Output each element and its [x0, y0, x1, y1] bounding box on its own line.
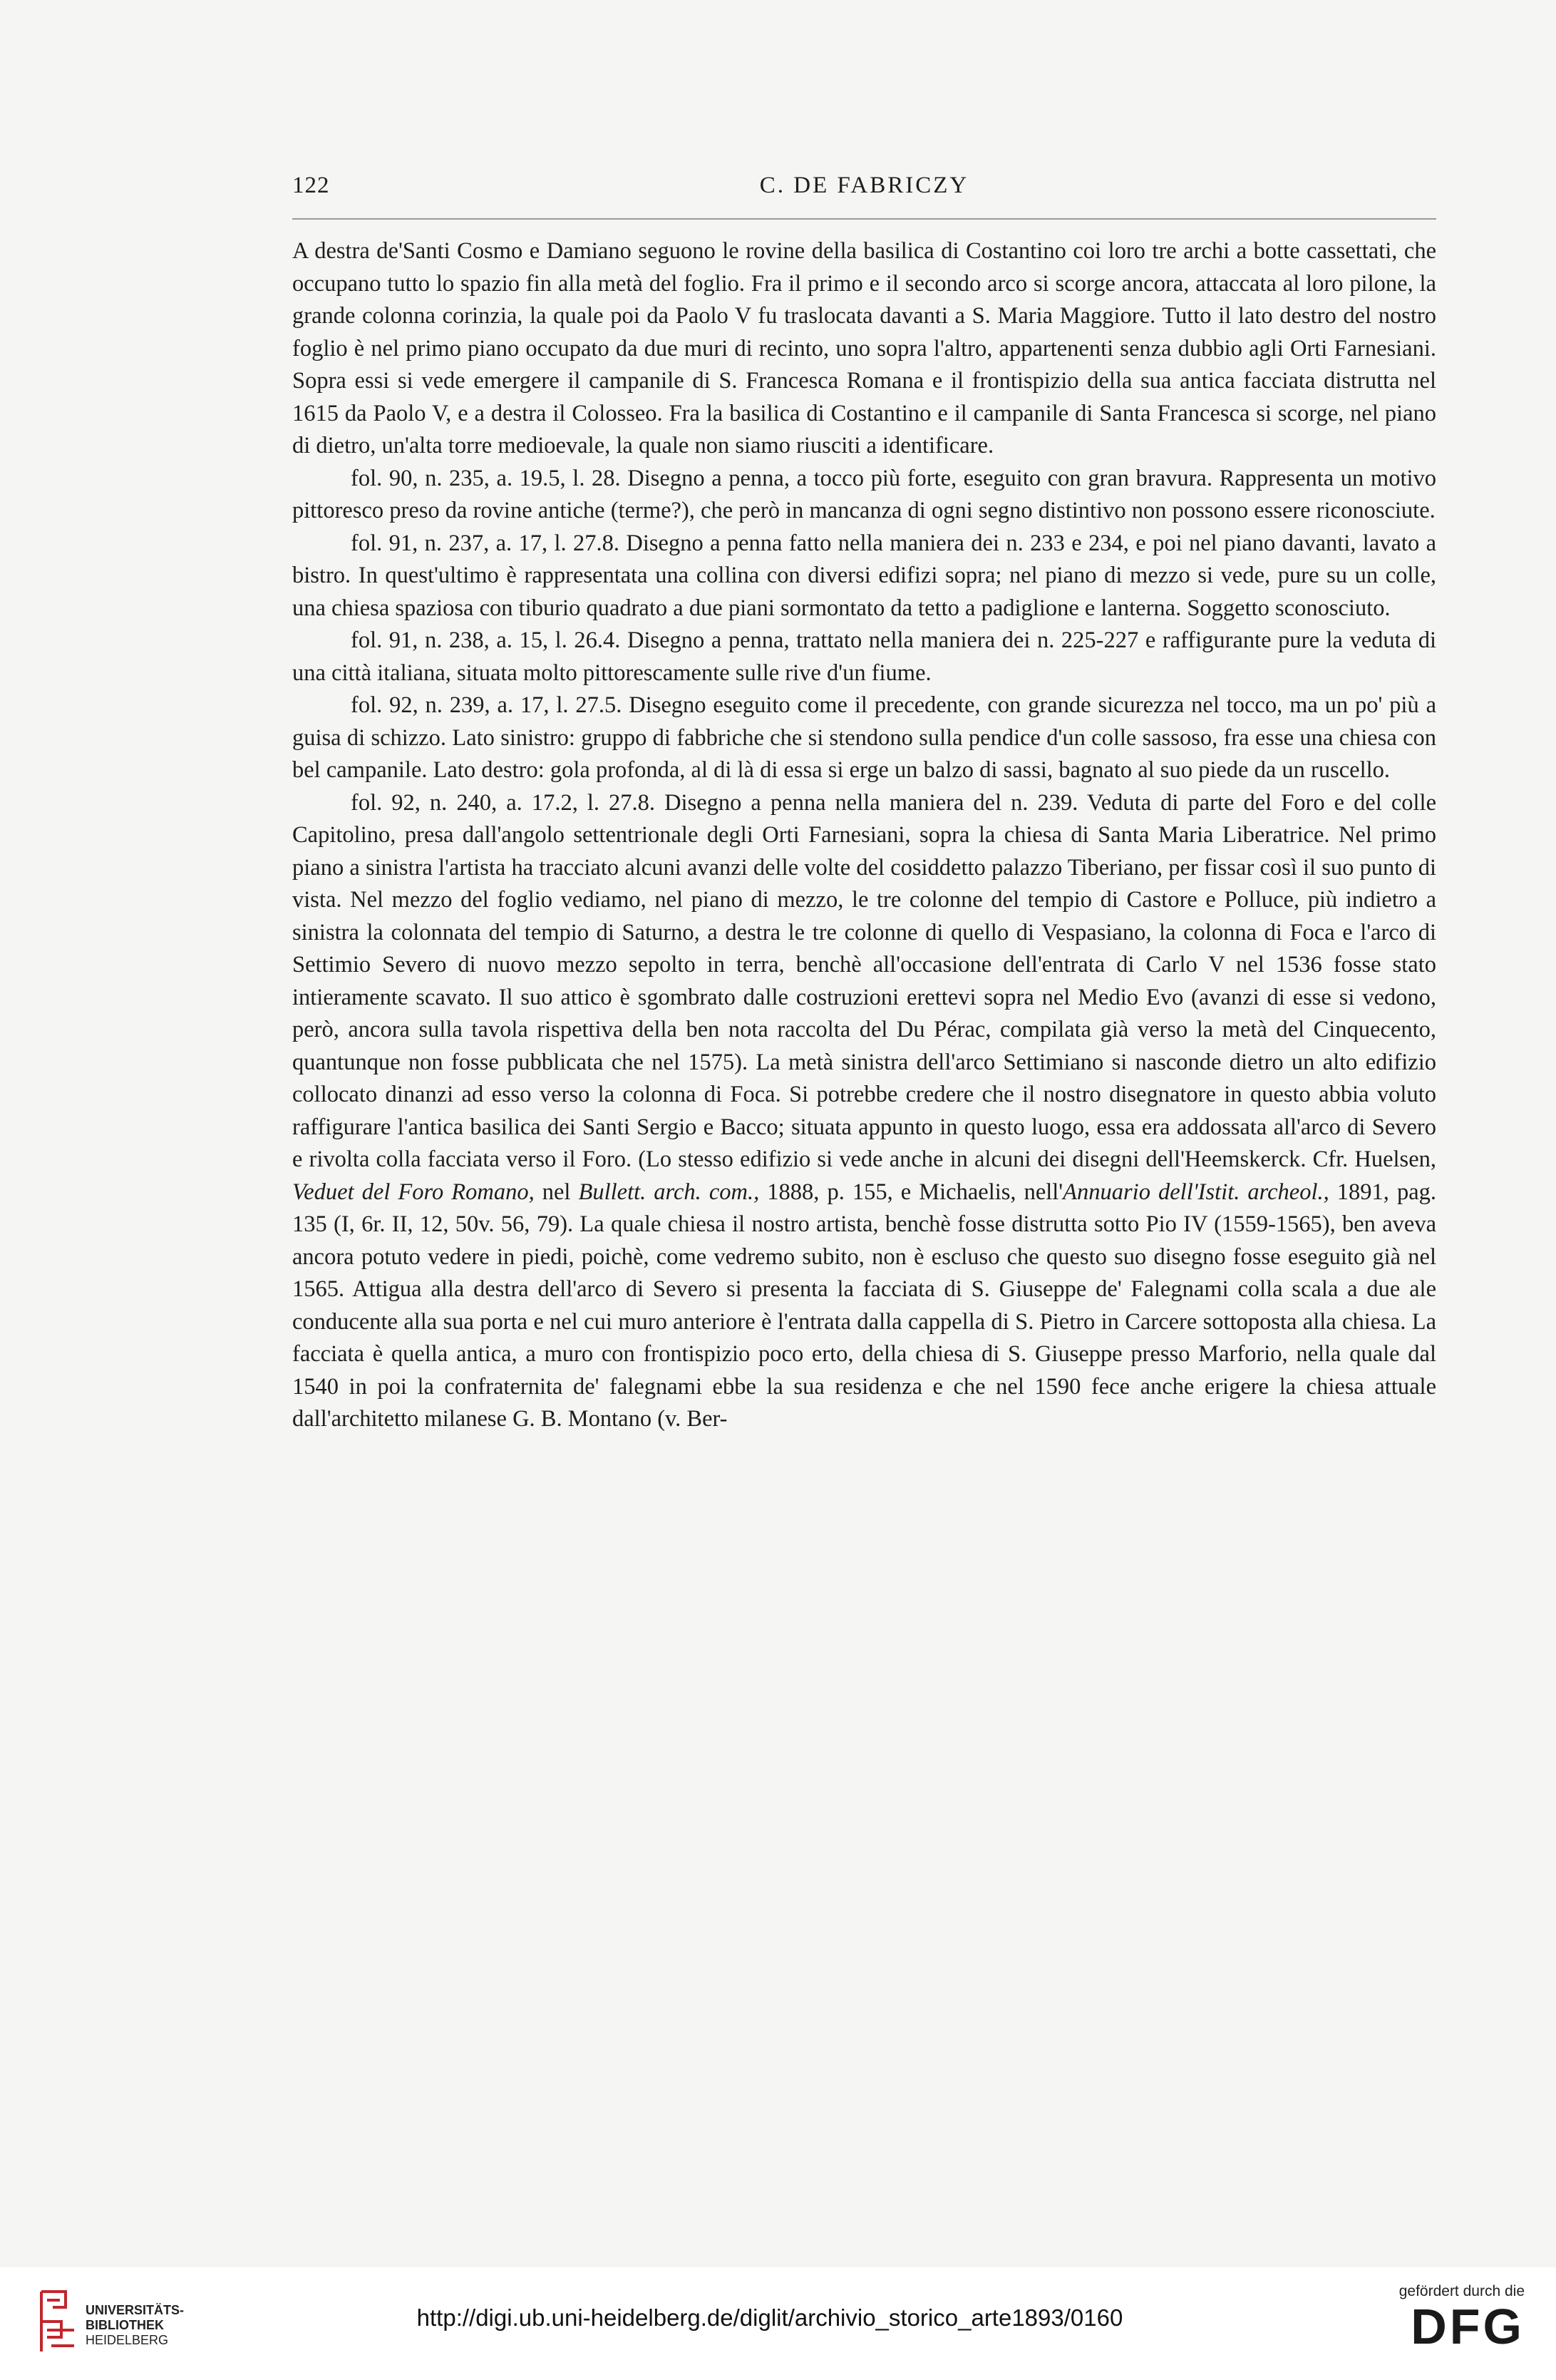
- page-number: 122: [292, 173, 330, 198]
- footer-bar: [0, 2267, 1556, 2380]
- text-run: fol. 92, n. 240, a. 17.2, l. 27.8. Disegno a penna nella maniera del n. 239. Veduta di parte del Foro e del colle Capitolino, presa dall'angolo settentrionale degli Orti Farnesiani, sopra la chiesa di Santa Maria Liberatrice. Nel primo piano a sinistra l'artista ha tracciato alcuni avanzi delle volte del cosiddetto palazzo Tiberiano, per fissar così il suo punto di vista. Nel mezzo del foglio vediamo, nel piano di mezzo, le tre colonne del tempio di Castore e Polluce, più indietro a sinistra la colonnata del tempio di Saturno, a destra le tre colonne di quello di Vespasiano, la colonna di Foca e l'arco di Settimio Severo di nuovo mezzo sepolto in terra, benchè all'occasione dell'entrata di Carlo V nel 1536 fosse stato intieramente scavato. Il suo attico è sgombrato dalle costruzioni erettevi sopra nel Medio Evo (avanzi di esse si vedono, però, ancora sulla tavola rispettiva della ben nota raccolta del Du Pérac, compilata già verso la metà del Cinquecento, quantunque non fosse pubblicata che nel 1575). La metà sinistra dell'arco Settimiano si nasconde dietro un alto edifizio collocato dinanzi ad esso verso la colonna di Foca. Si potrebbe credere che il nostro disegnatore in questo abbia voluto raffigurare l'antica basilica dei Santi Sergio e Bacco; situata appunto in questo luogo, essa era addossata all'arco di Severo e rivolta colla facciata verso il Foro. (Lo stesso edifizio si vede anche in alcuni dei disegni dell'Heemskerck. Cfr. Huelsen,: [292, 789, 1436, 1172]
- paragraph: [292, 689, 1436, 787]
- header-rule: [292, 218, 1436, 220]
- funder-label: gefördert durch die: [1398, 2283, 1525, 2299]
- text-run: fol. 92, n. 239, a. 17, l. 27.5. Disegno eseguito come il precedente, con grande sicurezza nel tocco, ma un po' più a guisa di schizzo. Lato sinistro: gruppo di fabbriche che si stendono sulla pendice d'un colle sassoso, fra esse una chiesa con bel campanile. Lato destro: gola profonda, al di là di essa si erge un balzo di sassi, bagnato al suo piede da un ruscello.: [292, 692, 1436, 783]
- text-run: fol. 90, n. 235, a. 19.5, l. 28. Disegno a penna, a tocco più forte, eseguito con gran bravura. Rappresenta un motivo pittoresco preso da rovine antiche (terme?), che però in mancanza di ogni segno distintivo non possono essere riconosciute.: [292, 465, 1436, 523]
- text-run: fol. 91, n. 238, a. 15, l. 26.4. Disegno a penna, trattato nella maniera dei n. 225-227 e raffigurante pure la veduta di una città italiana, situata molto pittorescamente sulle rive d'un fiume.: [292, 627, 1436, 686]
- text-run: 1888, p. 155, e Michaelis, nell': [759, 1179, 1063, 1205]
- running-title: C. DE FABRICZY: [759, 173, 969, 198]
- paragraph: [292, 787, 1436, 1436]
- text-run: 1891, pag. 135 (I, 6r. II, 12, 50v. 56, 79). La quale chiesa il nostro artista, benchè fosse distrutta sotto Pio IV (1559-1565), ben aveva ancora potuto vedere in piedi, poichè, come vedremo subito, non è escluso che questo suo disegno fosse eseguito già nel 1565. Attigua alla destra dell'arco di Severo si presenta la facciata di S. Giuseppe de' Falegnami colla scala a due ale conducente alla sua porta e nel cui muro anteriore è l'entrata dalla cappella di S. Pietro in Carcere sottoposta alla chiesa. La facciata è quella antica, a muro con frontispizio poco erto, della chiesa di S. Giuseppe presso Marforio, nella quale dal 1540 in poi la confraternita de' falegnami ebbe la sua residenza e che nel 1590 fece anche erigere la chiesa attuale dall'architetto milanese G. B. Montano (v. Ber-: [292, 1179, 1436, 1432]
- italic-citation: Bullett. arch. com.,: [578, 1179, 760, 1205]
- paragraph: [292, 528, 1436, 625]
- running-head: [292, 173, 1436, 208]
- library-name: UNIVERSITÄTS- BIBLIOTHEK HEIDELBERG: [86, 2303, 185, 2347]
- source-url-link[interactable]: http://digi.ub.uni-heidelberg.de/diglit/archivio_storico_arte1893/0160: [416, 2304, 1123, 2331]
- dfg-logo[interactable]: [1368, 2283, 1525, 2369]
- paragraph: [292, 235, 1436, 463]
- paragraph: [292, 625, 1436, 689]
- text-run: nel: [534, 1179, 579, 1205]
- paragraph: [292, 463, 1436, 528]
- ub-heidelberg-logo-icon: [37, 2286, 78, 2357]
- funder-mark: DFG: [1411, 2299, 1525, 2354]
- italic-citation: Annuario dell'Istit. archeol.,: [1063, 1179, 1329, 1205]
- italic-citation: Veduet del Foro Romano,: [292, 1179, 535, 1205]
- text-run: fol. 91, n. 237, a. 17, l. 27.8. Disegno a penna fatto nella maniera dei n. 233 e 234, e poi nel piano davanti, lavato a bistro. In quest'ultimo è rappresentata una collina con diversi edifizi sopra; nel piano di mezzo si vede, pure su un colle, una chiesa spaziosa con tiburio quadrato a due piani sormontato da tetto a padiglione e lanterna. Soggetto sconosciuto.: [292, 530, 1436, 621]
- text-run: A destra de'Santi Cosmo e Damiano seguono le rovine della basilica di Costantino coi loro tre archi a botte cassettati, che occupano tutto lo spazio fin alla metà del foglio. Fra il primo e il secondo arco si scorge ancora, attaccata al loro pilone, la grande colonna corinzia, la quale poi da Paolo V fu traslocata davanti a S. Maria Maggiore. Tutto il lato destro del nostro foglio è nel primo piano occupato da due muri di recinto, uno sopra l'altro, appartenenti senza dubbio agli Orti Farnesiani. Sopra essi si vede emergere il campanile di S. Francesca Romana e il frontispizio della sua antica facciata distrutta nel 1615 da Paolo V, e a destra il Colosseo. Fra la basilica di Costantino e il campanile di Santa Francesca si scorge, nel piano di dietro, un'alta torre medioevale, la quale non siamo riusciti a identificare.: [292, 238, 1436, 458]
- library-logo[interactable]: [37, 2284, 215, 2363]
- body-text: [292, 235, 1436, 1436]
